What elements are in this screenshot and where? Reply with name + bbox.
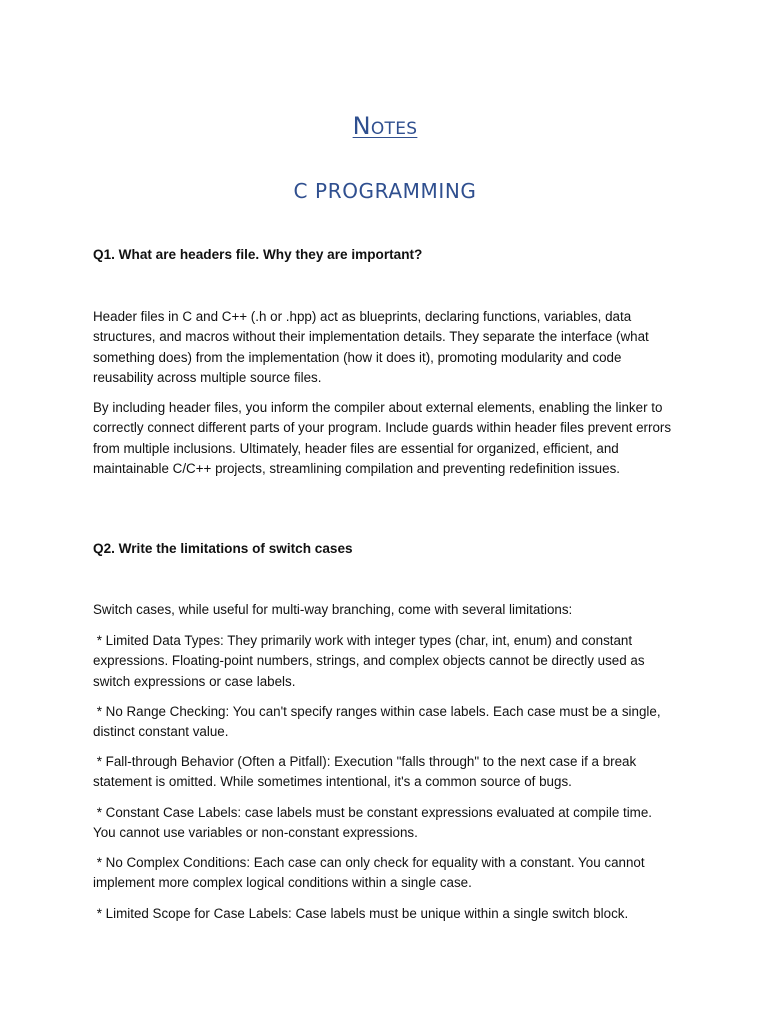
q2-limitation-item: * Fall-through Behavior (Often a Pitfall): Execution "falls through" to the next case if a break statement is omitted. While sometimes intentional, it's a common source of bugs. [93,754,640,790]
q2-intro-paragraph: Switch cases, while useful for multi-way branching, come with several limitations: [93,602,573,617]
page-subtitle: C PROGRAMMING [293,179,477,203]
question-1-heading: Q1. What are headers file. Why they are important? [93,247,423,262]
q2-limitation-item: * No Range Checking: You can't specify ranges within case labels. Each case must be a single, distinct constant value. [93,704,665,740]
q1-paragraph-2: By including header files, you inform the compiler about external elements, enabling the linker to correctly connect different parts of your program. Include guards within header files prevent errors from multiple inclusions. Ultimately, header files are essential for organized, efficient, and maintainable C/C++ projects, streamlining compilation and preventing redefinition issues. [93,400,672,476]
q2-limitation-item: * Constant Case Labels: case labels must be constant expressions evaluated at compile time. You cannot use variables or non-constant expressions. [93,805,656,841]
page-title: Notes [352,112,418,140]
question-2-heading: Q2. Write the limitations of switch cases [93,541,353,556]
q1-paragraph-1: Header files in C and C++ (.h or .hpp) act as blueprints, declaring functions, variables, data structures, and macros without their implementation details. They separate the interface (what something does) from the implementation (how it does it), promoting modularity and code reusability across multiple source files. [93,309,649,385]
document-page [93,0,677,1024]
q2-limitation-item: * Limited Data Types: They primarily work with integer types (char, int, enum) and constant expressions. Floating-point numbers, strings, and complex objects cannot be directly used as switch expressions or case labels. [93,633,649,689]
q2-limitation-item: * No Complex Conditions: Each case can only check for equality with a constant. You cannot implement more complex logical conditions within a single case. [93,855,649,891]
q2-limitation-item: * Limited Scope for Case Labels: Case labels must be unique within a single switch block. [93,906,629,921]
